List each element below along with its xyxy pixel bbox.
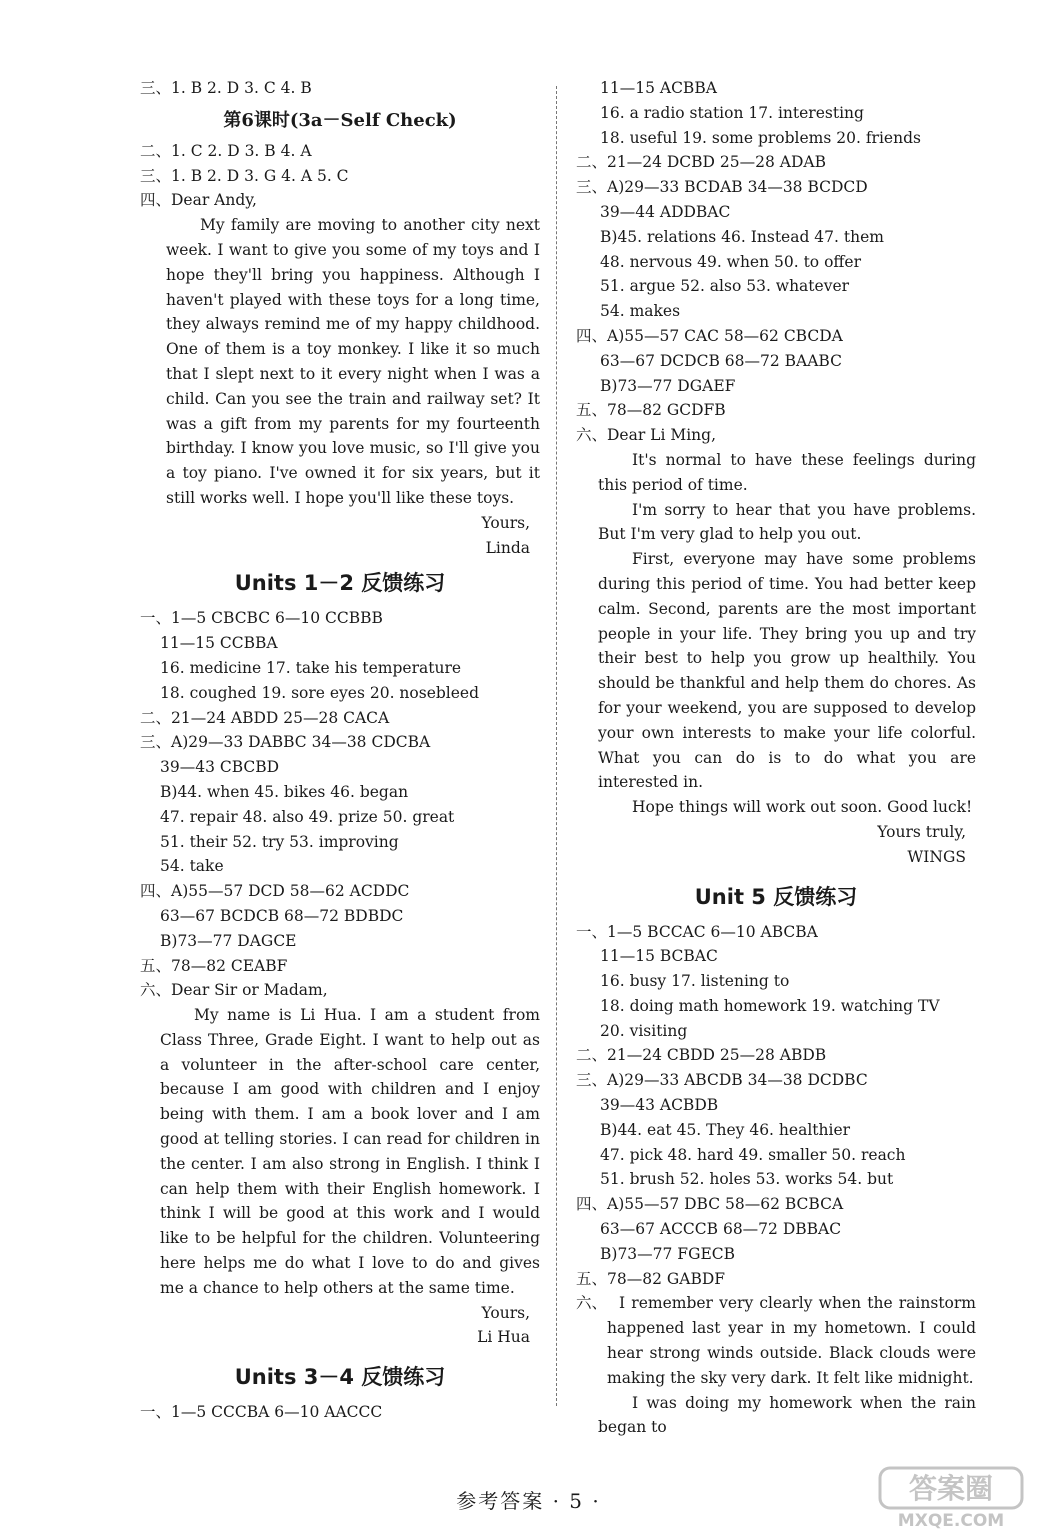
answer-line: B)73—77 DGAEF [600,376,736,395]
answer-line: 11—15 BCBAC [600,947,718,966]
answer-line: 11—15 CCBBA [160,634,278,653]
answer-block [140,76,540,101]
answer-line: 三、1. B 2. D 3. G 4. A 5. C [140,166,349,185]
answer-line: 63—67 BCDCB 68—72 BDBDC [160,906,404,925]
letter [576,448,976,820]
answer-line: B)73—77 DAGCE [160,931,297,950]
letter-signature: Li Hua [477,1328,530,1347]
letter-closing: Yours, [481,1303,530,1322]
answer-line: 47. repair 48. also 49. prize 50. great [160,807,455,826]
letter-paragraph: It's normal to have these feelings during this period of time. [598,450,976,494]
essay-label: 六、 [576,1294,608,1313]
answer-line: 63—67 ACCCB 68—72 DBBAC [600,1220,842,1239]
answer-line: 18. coughed 19. sore eyes 20. nosebleed [160,683,480,702]
answer-line: 一、1—5 BCCAC 6—10 ABCBA [576,922,818,941]
letter-paragraph: First, everyone may have some problems during this period of time. You had better keep calm. Second, parents are the most important people in your life. They bring you up and try their best to help you grow up healthily. You should be thankful and help them do chores. As for your weekend, you are supposed to develop your own interests to make your life colorful. What you can do is to do what you are interested in. [598,550,976,792]
answer-line: 三、A)29—33 DABBC 34—38 CDCBA [140,733,431,752]
section-title-units-1-2: Units 1－2 反馈练习 [234,571,446,596]
answer-line: 四、A)55—57 CAC 58—62 CBCDA [576,326,843,345]
answer-line: 20. visiting [600,1021,688,1040]
letter-paragraph: I'm sorry to hear that you have problems. But I'm very glad to help you out. [598,500,976,544]
answer-line: 18. doing math homework 19. watching TV [600,996,940,1015]
essay-paragraph: I was doing my homework when the rain began to [598,1393,976,1437]
answer-line: 六、Dear Li Ming, [576,426,717,445]
section-title-unit-5: Unit 5 反馈练习 [694,884,858,909]
answer-line: B)44. when 45. bikes 46. began [160,782,409,801]
answer-line: 11—15 ACBBA [600,79,717,97]
answer-line: 39—44 ADDBAC [600,202,731,221]
answer-line: 63—67 DCDCB 68—72 BAABC [600,351,842,370]
answer-line: 三、A)29—33 BCDAB 34—38 BCDCD [576,178,868,197]
right-column [576,76,976,1440]
answer-line: 二、1. C 2. D 3. B 4. A [140,141,312,160]
answer-line: 48. nervous 49. when 50. to offer [600,252,861,271]
answer-line: 16. busy 17. listening to [600,972,790,991]
answer-block [140,139,540,213]
watermark-url: MXQE.COM [897,1511,1005,1530]
answer-list [576,920,976,1292]
answer-list [576,76,976,448]
answer-line: B)73—77 FGECB [600,1244,736,1263]
page-footer: 参考答案 · 5 · [456,1489,601,1513]
answer-line: 16. a radio station 17. interesting [600,103,864,122]
answer-line: 三、1. B 2. D 3. C 4. B [140,79,312,97]
left-column [140,76,540,1425]
watermark-logo [876,1464,1026,1530]
answer-line: 54. makes [600,302,681,321]
letter-body: My family are moving to another city next week. I want to give you some of my toys and I hope they'll bring you happiness. Although I haven't played with these toys for a long time, they always remind me of my happy childhood. One of them is a toy monkey. I like it so much that I slept next to it every night when I was a child. Can you see the train and railway set? It was a gift from my parents for my fourteenth birthday. I know you love music, so I'll give you a toy piano. I've owned it for six years, but it still works well. I hope you'll like these toys. [166,216,540,507]
answer-line: 二、21—24 DCBD 25—28 ADAB [576,153,826,172]
letter-body: My name is Li Hua. I am a student from Class Three, Grade Eight. I want to help out as a volunteer in the after-school care center, because I am good with children and I enjoy being with them. I am a book lover and I am good at telling stories. I can read for children in the center. I am also strong in English. I think I can help them with their English homework. I think I will be good at this work and I would like to be helpful for the children. Volunteering here helps me do what I love to do and gives me a chance to help others at the same time. [160,1006,540,1297]
essay [576,1291,976,1390]
answer-line: 四、A)55—57 DCD 58—62 ACDDC [140,882,410,901]
answer-line: 54. take [160,857,224,876]
lesson-title: 第6课时(3a－Self Check) [223,109,457,131]
letter-closing: Yours, [481,513,530,532]
answer-line: 五、78—82 GCDFB [576,401,726,420]
answer-line: 51. argue 52. also 53. whatever [600,277,850,296]
answer-line: 51. their 52. try 53. improving [160,832,399,851]
answer-line: 二、21—24 CBDD 25—28 ABDB [576,1046,827,1065]
answer-line: 51. brush 52. holes 53. works 54. but [600,1170,894,1189]
answer-line: 39—43 ACBDB [600,1096,719,1115]
answer-line: 四、Dear Andy, [140,191,257,210]
essay-paragraph: I remember very clearly when the rainstorm happened last year in my hometown. I could hear strong winds outside. Black clouds were making the sky very dark. It felt like midnight. [607,1294,976,1387]
letter-paragraph: Hope things will work out soon. Good luck! [632,798,973,817]
answer-list [140,606,540,1003]
answer-line: 18. useful 19. some problems 20. friends [600,128,921,147]
answer-line: 一、1—5 CBCBC 6—10 CCBBB [140,609,383,628]
answer-line: 六、Dear Sir or Madam, [140,981,328,1000]
answer-line: 五、78—82 CEABF [140,956,288,975]
letter-closing: Yours truly, [877,822,966,841]
letter-signature: WINGS [907,847,966,866]
answer-line: 39—43 CBCBD [160,758,280,777]
section-title-units-3-4: Units 3－4 反馈练习 [234,1365,446,1390]
answer-line: 47. pick 48. hard 49. smaller 50. reach [600,1145,906,1164]
answer-line: B)45. relations 46. Instead 47. them [600,227,884,246]
answer-line: B)44. eat 45. They 46. healthier [600,1120,851,1139]
answer-line: 一、1—5 CCCBA 6—10 AACCC [140,1403,383,1422]
answer-line: 四、A)55—57 DBC 58—62 BCBCA [576,1195,844,1214]
letter-signature: Linda [485,538,530,557]
answer-list [140,1400,540,1425]
answer-line: 三、A)29—33 ABCDB 34—38 DCDBC [576,1071,868,1090]
answer-line: 16. medicine 17. take his temperature [160,658,462,677]
answer-line: 二、21—24 ABDD 25—28 CACA [140,708,390,727]
watermark-text: 答案圈 [908,1472,994,1505]
answer-line: 五、78—82 GABDF [576,1269,726,1288]
column-divider [556,86,557,1406]
